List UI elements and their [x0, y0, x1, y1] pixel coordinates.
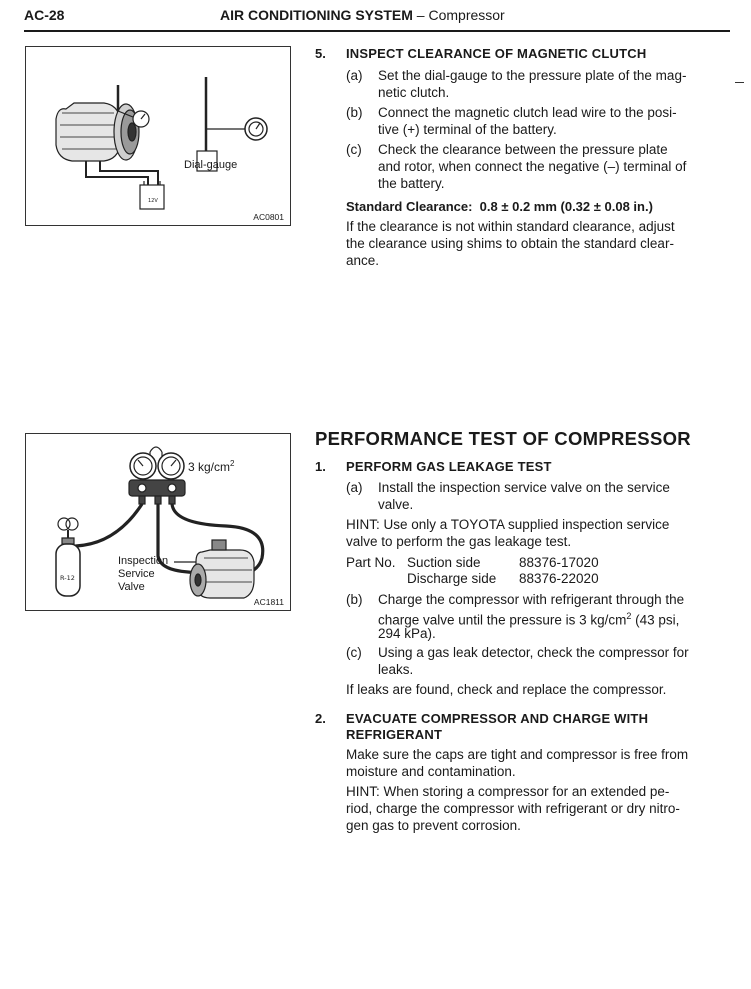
- hint-1-line2: valve to perform the gas leakage test.: [346, 534, 572, 549]
- hint-1-line1: HINT: Use only a TOYOTA supplied inspection service: [346, 517, 670, 532]
- step-1b-exponent: 2: [626, 611, 632, 621]
- figure-code-1: AC0801: [253, 212, 284, 222]
- dial-gauge-label: Dial-gauge: [184, 159, 238, 171]
- step-5a-line1: Set the dial-gauge to the pressure plate of the mag-: [378, 68, 687, 83]
- step-2-title-line2: REFRIGERANT: [346, 727, 443, 742]
- page-title: [220, 7, 505, 23]
- step-1c: [346, 644, 736, 680]
- step-5a-line2: netic clutch.: [378, 85, 450, 100]
- part-suction-number: 88376-17020: [519, 555, 599, 570]
- step-1-number: 1.: [315, 459, 326, 474]
- page-code: AC-28: [24, 7, 65, 23]
- step-1c-label: (c): [346, 645, 362, 660]
- step-5c-line2: and rotor, when connect the negative (–) terminal of: [378, 159, 687, 174]
- step-1a-label: (a): [346, 480, 363, 495]
- hint-2-line1: HINT: When storing a compressor for an extended pe-: [346, 784, 670, 799]
- standard-clearance: [346, 198, 653, 215]
- step-2-number: 2.: [315, 711, 326, 726]
- step-2-line1: Make sure the caps are tight and compressor is free from: [346, 747, 689, 762]
- step-1a-line1: Install the inspection service valve on the service: [378, 480, 670, 495]
- hint-2-line3: gen gas to prevent corrosion.: [346, 818, 521, 833]
- step-5a-label: (a): [346, 68, 363, 83]
- standard-clearance-value: 0.8 ± 0.2 mm (0.32 ± 0.08 in.): [479, 199, 653, 214]
- step-5b: [346, 104, 726, 140]
- step-5-title: INSPECT CLEARANCE OF MAGNETIC CLUTCH: [346, 46, 647, 61]
- clearance-note-line3: ance.: [346, 253, 380, 268]
- step-1c-line1: Using a gas leak detector, check the compressor for: [378, 645, 689, 660]
- step-5a: [346, 67, 726, 103]
- step-5b-line2: tive (+) terminal of the battery.: [378, 122, 557, 137]
- section-title: PERFORMANCE TEST OF COMPRESSOR: [315, 428, 691, 449]
- margin-mark: [735, 82, 744, 83]
- step-1c-line2: leaks.: [378, 662, 414, 677]
- step-1b-line1: Charge the compressor with refrigerant through the: [378, 592, 685, 607]
- part-suction-side: Suction side: [407, 555, 481, 570]
- clearance-note-line1: If the clearance is not within standard clearance, adjust: [346, 219, 675, 234]
- inspection-valve-label-3: Valve: [118, 581, 145, 593]
- manifold-gauge-illustration: [26, 434, 290, 610]
- step-1a-line2: valve.: [378, 497, 414, 512]
- step-1b-line2-tail: (43 psi,: [631, 612, 680, 628]
- standard-clearance-label: Standard Clearance:: [346, 199, 473, 214]
- cylinder-label: R-12: [60, 574, 75, 582]
- pressure-value: 3 kg/cm: [188, 460, 231, 474]
- figure-code-2: AC1811: [253, 597, 284, 607]
- step-5c-line3: the battery.: [378, 176, 445, 191]
- page-title-main: AIR CONDITIONING SYSTEM: [220, 7, 413, 23]
- page-title-sub: – Compressor: [412, 7, 505, 23]
- step-1b: [346, 591, 736, 645]
- part-discharge-side: Discharge side: [407, 571, 497, 586]
- clearance-note-line2: the clearance using shims to obtain the standard clear-: [346, 236, 674, 251]
- step-1-title: PERFORM GAS LEAKAGE TEST: [346, 459, 552, 474]
- step-1b-line2-text: charge valve until the pressure is 3 kg/cm: [378, 612, 627, 628]
- figure-gas-leakage-setup: [25, 433, 291, 611]
- figure-magnetic-clutch: [25, 46, 291, 226]
- pressure-exponent: 2: [230, 459, 235, 468]
- header-rule: [24, 30, 730, 32]
- step-2-title-line1: EVACUATE COMPRESSOR AND CHARGE WITH: [346, 711, 649, 726]
- pressure-label: [188, 457, 234, 474]
- part-discharge-number: 88376-22020: [519, 571, 599, 586]
- step-5b-label: (b): [346, 105, 363, 120]
- step-2-line2: moisture and contamination.: [346, 764, 516, 779]
- compressor-dial-gauge-illustration: [26, 47, 290, 225]
- inspection-valve-label-1: Inspection: [118, 555, 169, 567]
- inspection-valve-label-2: Service: [118, 568, 155, 580]
- part-label: Part No.: [346, 555, 396, 570]
- leaks-note: If leaks are found, check and replace the compressor.: [346, 682, 667, 697]
- hint-2-line2: riod, charge the compressor with refrigerant or dry nitro-: [346, 801, 680, 816]
- battery-label: 12V: [148, 198, 158, 204]
- step-5c-line1: Check the clearance between the pressure plate: [378, 142, 668, 157]
- step-5c: [346, 141, 736, 195]
- step-5b-line1: Connect the magnetic clutch lead wire to the posi-: [378, 105, 677, 120]
- step-5-number: 5.: [315, 46, 326, 61]
- step-1a: [346, 479, 726, 515]
- step-5c-label: (c): [346, 142, 362, 157]
- step-1b-line3: 294 kPa).: [378, 626, 436, 641]
- step-1b-label: (b): [346, 592, 363, 607]
